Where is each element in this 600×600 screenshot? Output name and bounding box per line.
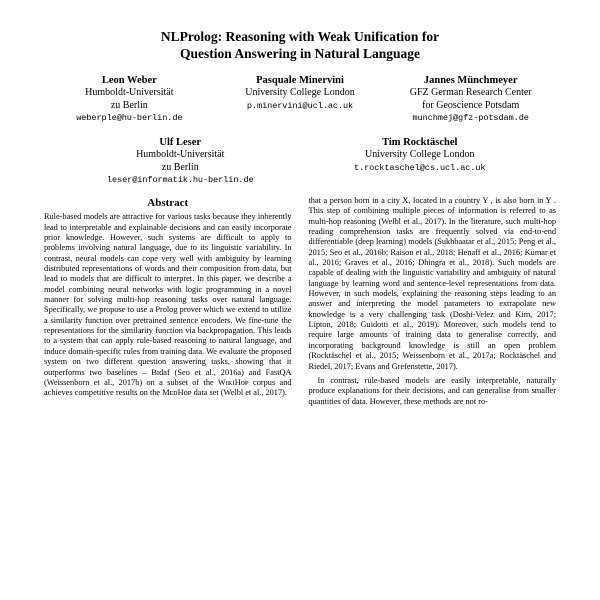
author-email[interactable]: t.rocktaschel@cs.ucl.ac.uk [354, 162, 486, 173]
author-affiliation-line-1: University College London [365, 149, 475, 160]
author-affiliation-line-1: University College London [245, 87, 355, 98]
author-email[interactable]: weberple@hu-berlin.de [76, 113, 183, 123]
author-affiliation-line-1: Humboldt-Universität [136, 149, 225, 160]
authors-row-2 [44, 136, 556, 186]
title-line-1: NLProlog: Reasoning with Weak Unification for [160, 29, 440, 44]
abstract-heading: Abstract [147, 197, 189, 209]
author-block [300, 136, 540, 186]
author-name: Ulf Leser [159, 137, 202, 148]
authors-row-1 [44, 74, 556, 124]
author-block [60, 136, 300, 186]
author-affiliation-line-1: GFZ German Research Center [409, 87, 532, 98]
author-affiliation-line-1: Humboldt-Universität [85, 87, 174, 98]
page-title [54, 28, 546, 62]
author-name: Pasquale Minervini [256, 75, 344, 86]
title-line-2: Question Answering in Natural Language [179, 46, 421, 61]
abstract-paragraph: Rule-based models are attractive for various tasks because they inherently lead to interpretable and explainable decisions and can easily incorporate prior knowledge. However, such systems are difficult to apply to problems involving natural language, due to its linguistic variability. In contrast, neural models can cope very well with ambiguity by learning distributed representations of words and their composition from data, but lead to models that are difficult to interpret. In this paper, we describe a model combining neural networks with logic programming in a novel manner for solving multi-hop reasoning tasks over natural language. Specifically, we propose to use a Prolog prover which we extend to utilize a similarity function over pretrained sentence encoders. We fine-tune the representations for the similarity function via backpropagation. This leads to a system that can apply rule-based reasoning to natural language, and induce domain-specific rules from training data. We evaluate the proposed system on two different question answering tasks, showing that it outperforms two baselines – Bɪdaf (Seo et al., 2016a) and FastQA (Weissenborn et al., 2017b) on a subset of the WɪᴋɪHᴏᴘ corpus and achieves competitive results on the MᴇᴅHᴏᴘ data set (Welbl et al., 2017). [44, 212, 292, 398]
intro-paragraph-2: In contrast, rule-based models are easily interpretable, naturally produce explanations for their decisions, and can generalise from smaller quantities of data. However, these methods are not ro- [308, 375, 556, 406]
author-email[interactable]: p.minervini@ucl.ac.uk [246, 100, 354, 111]
left-column [44, 196, 292, 407]
right-column [309, 196, 557, 407]
author-name: Leon Weber [101, 75, 157, 86]
author-affiliation-line-2: zu Berlin [110, 99, 148, 111]
author-block [385, 74, 556, 124]
intro-paragraph-continued: that a person born in a city X, located in a country Y , is also born in Y . This step of combining multiple pieces of information is referred to as multi-hop reasoning (Welbl et al., 2017). In the literature, such multi-hop reading comprehension tasks are frequently solved via end-to-end differentiable (deep learning) models (Sukhbaatar et al., 2015; Peng et al., 2015; Seo et al., 2016b; Raison et al., 2018; Henaff et al., 2016; Kumar et al., 2016; Graves et al., 2016; Dhingra et al., 2018). Such models are capable of dealing with the linguistic variability and ambiguity of natural language by learning word and sentence-level representations from data. However, in such models, explaining the reasoning steps leading to an answer and interpreting the model parameters to extrapolate new knowledge is a very challenging task (Doshi-Velez and Kim, 2017; Lipton, 2018; Guidotti et al., 2019). Moreover, such models tend to require large amounts of training data to generalise correctly, and incorporating background knowledge is still an open problem (Rocktäschel et al., 2015; Weissenborn et al., 2017a; Rocktäschel and Riedel, 2017; Evans and Grefenstette, 2017). [308, 196, 556, 371]
body-columns [44, 196, 556, 407]
author-email[interactable]: leser@informatik.hu-berlin.de [106, 175, 254, 185]
author-name: Jannes Münchmeyer [423, 75, 518, 86]
author-affiliation-line-2: zu Berlin [161, 161, 199, 173]
author-block [215, 74, 386, 112]
author-name: Tim Rocktäschel [382, 137, 458, 148]
author-affiliation-line-2: for Geoscience Potsdam [422, 99, 520, 111]
author-block [44, 74, 215, 124]
author-email[interactable]: munchmej@gfz-potsdam.de [412, 113, 529, 123]
